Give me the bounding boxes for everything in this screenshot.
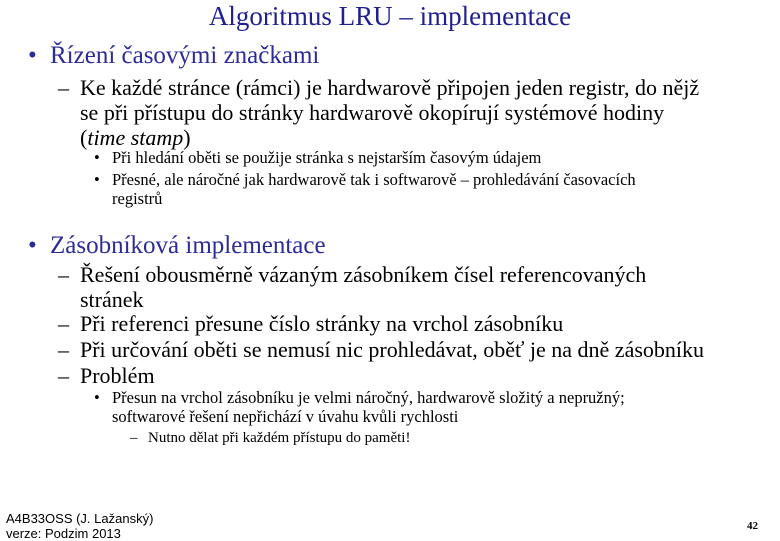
bullet-marker: •	[28, 42, 37, 69]
bullet-marker: •	[94, 388, 100, 407]
level4-bullet-text: Nutno dělat při každém přístupu do paměti!	[148, 430, 411, 446]
dash-marker: –	[58, 75, 69, 100]
dash-marker: –	[58, 311, 69, 336]
text-line: Při hledání oběti se použije stránka s nejstarším časovým údajem	[112, 148, 542, 167]
bullet-marker: •	[28, 232, 37, 259]
paren-close: )	[183, 125, 191, 150]
text-line: registrů	[112, 189, 163, 208]
bullet-marker: •	[94, 148, 100, 167]
bullet-text: Zásobníková implementace	[50, 232, 326, 259]
bullet-marker: •	[94, 170, 100, 189]
page-number: 42	[747, 520, 758, 532]
text-line: Přesné, ale náročné jak hardwarově tak i softwarově – prohledávání časovacích	[112, 170, 636, 189]
text-line: Řešení obousměrně vázaným zásobníkem čísel referencovaných	[80, 262, 647, 287]
text-line: Při určování oběti se nemusí nic prohledávat, oběť je na dně zásobníku	[80, 337, 705, 362]
text-line: se při přístupu do stránky hardwarově okopírují systémové hodiny	[80, 100, 665, 125]
text-line	[80, 125, 770, 150]
dash-marker: –	[58, 262, 69, 287]
text-line: stránek	[80, 287, 144, 312]
sub-bullet-text	[80, 311, 770, 336]
dash-marker: –	[58, 337, 69, 362]
text-line: Při referenci přesune číslo stránky na vrchol zásobníku	[80, 311, 564, 336]
text-line: softwarové řešení nepřichází v úvahu kvůli rychlosti	[112, 407, 459, 426]
dash-marker: –	[130, 430, 138, 446]
sub-bullet-text	[80, 262, 770, 312]
sub-sub-bullet-text	[112, 388, 772, 426]
bullet-text: Řízení časovými značkami	[50, 42, 320, 69]
text-line: Přesun na vrchol zásobníku je velmi náročný, hardwarově složitý a nepružný;	[112, 388, 625, 407]
sub-bullet-text	[80, 75, 770, 150]
time-stamp-term: time stamp	[87, 125, 184, 150]
text-line: Problém	[80, 363, 155, 388]
footer-course: A4B33OSS (J. Lažanský)	[6, 511, 154, 526]
paren-open: (	[80, 125, 88, 150]
slide-title: Algoritmus LRU – implementace	[208, 1, 572, 31]
sub-sub-bullet-text	[112, 170, 772, 208]
footer	[6, 511, 153, 541]
sub-bullet-text	[80, 363, 770, 388]
sub-sub-bullet-text	[112, 148, 772, 167]
dash-marker: –	[58, 363, 69, 388]
footer-semester: verze: Podzim 2013	[6, 526, 121, 541]
text-line: Ke každé stránce (rámci) je hardwarově připojen jeden registr, do nějž	[80, 75, 700, 100]
sub-bullet-text	[80, 337, 770, 362]
